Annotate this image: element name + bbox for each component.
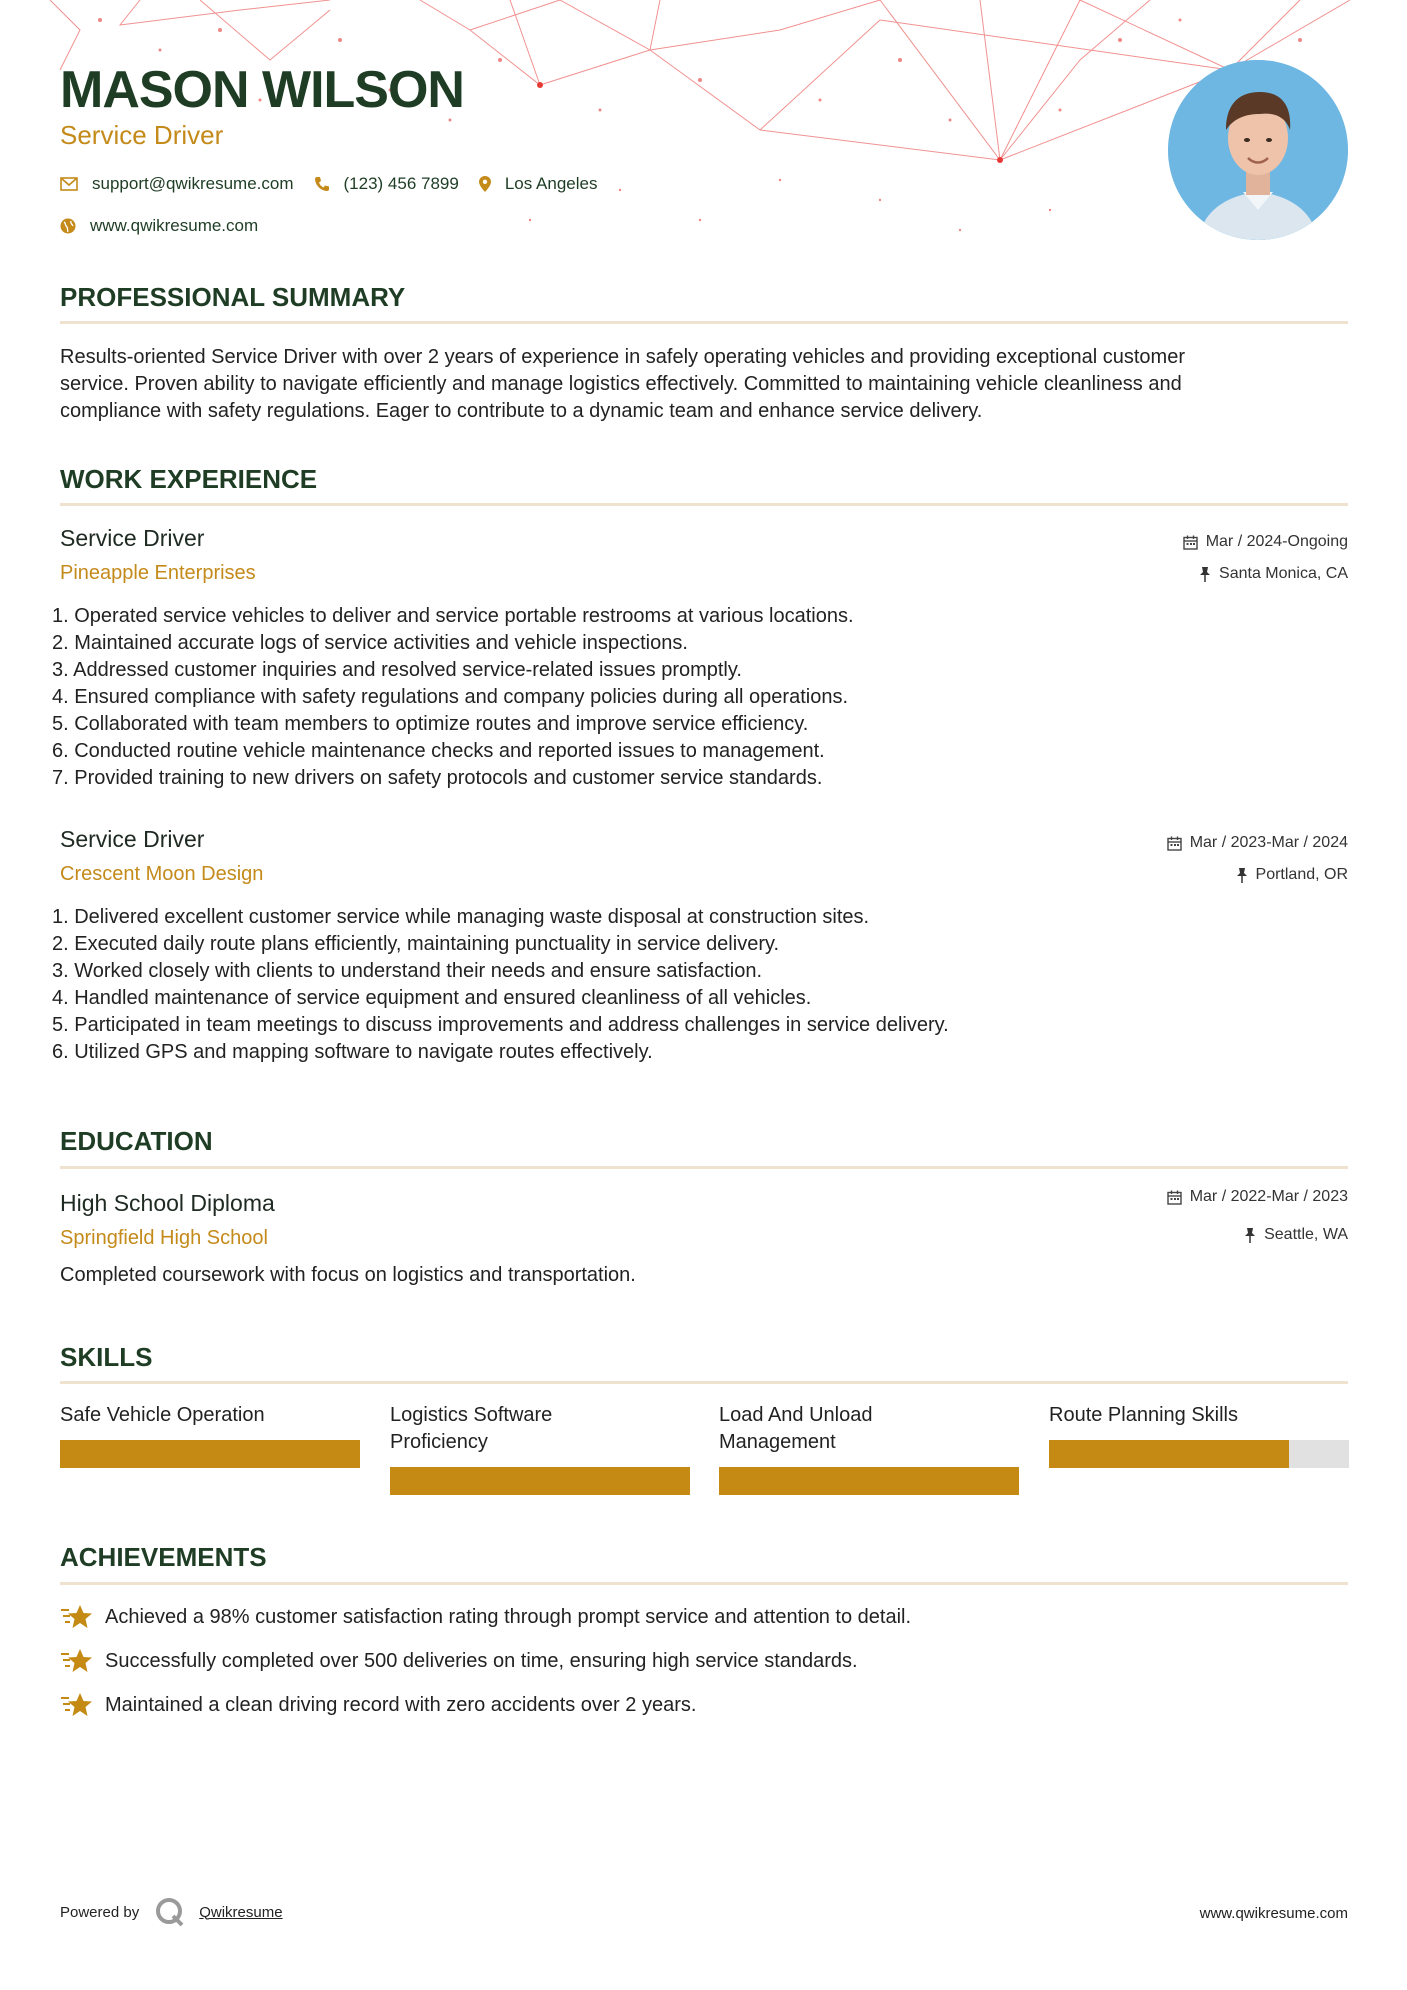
section-divider — [60, 1166, 1348, 1169]
list-item: 5. Participated in team meetings to discuss improvements and address challenges in service delivery. — [52, 1014, 949, 1036]
education-degree: High School Diploma — [60, 1190, 275, 1216]
skill-item — [390, 1402, 690, 1456]
job-title: Service Driver — [60, 826, 205, 852]
job-company: Pineapple Enterprises — [60, 562, 256, 584]
summary-line: Results-oriented Service Driver with over 2 years of experience in safely operating vehicles and providing exceptional customer — [60, 346, 1185, 368]
calendar-icon — [1167, 1190, 1182, 1205]
list-item: 1. Delivered excellent customer service while managing waste disposal at construction sites. — [52, 906, 870, 928]
skill-bar-fill — [60, 1440, 360, 1468]
achievement-text: Maintained a clean driving record with zero accidents over 2 years. — [105, 1693, 697, 1716]
website-text: www.qwikresume.com — [90, 216, 259, 235]
list-item: 1. Operated service vehicles to deliver and service portable restrooms at various locations. — [52, 605, 854, 627]
list-item: 3. Worked closely with clients to understand their needs and ensure satisfaction. — [52, 960, 763, 982]
network-node — [537, 82, 543, 88]
skill-item — [1049, 1402, 1349, 1429]
skill-label: Safe Vehicle Operation — [60, 1404, 265, 1426]
job-location-text: Santa Monica, CA — [1219, 565, 1348, 582]
list-item: 6. Conducted routine vehicle maintenance checks and reported issues to management. — [52, 740, 825, 762]
website-contact[interactable] — [60, 216, 258, 236]
section-title-experience: WORK EXPERIENCE — [60, 464, 318, 494]
avatar — [1168, 60, 1348, 240]
section-title-summary: PROFESSIONAL SUMMARY — [60, 282, 406, 312]
star-icon — [60, 1604, 93, 1630]
list-item: 7. Provided training to new drivers on safety protocols and customer service standards. — [52, 767, 823, 789]
powered-by-label: Powered by — [60, 1903, 140, 1921]
list-item: 2. Executed daily route plans efficiently, maintaining punctuality in service delivery. — [52, 933, 780, 955]
pushpin-icon — [1199, 567, 1211, 582]
star-icon — [60, 1648, 93, 1674]
candidate-name: MASON WILSON — [60, 61, 464, 119]
job-dates-text: Mar / 2023-Mar / 2024 — [1189, 834, 1348, 851]
job-title: Service Driver — [60, 525, 205, 551]
phone-text: (123) 456 7899 — [343, 174, 459, 193]
job-duties-list — [52, 603, 854, 792]
email-text: support@qwikresume.com — [92, 174, 294, 193]
skill-bar-fill — [1049, 1440, 1289, 1468]
job-location-text: Portland, OR — [1255, 866, 1348, 883]
phone-contact[interactable] — [314, 174, 459, 194]
skill-label: Route Planning Skills — [1049, 1404, 1238, 1426]
education-description: Completed coursework with focus on logistics and transportation. — [60, 1264, 636, 1286]
qwikresume-logo-icon — [155, 1897, 185, 1927]
skill-label: Management — [719, 1431, 836, 1453]
job-dates-text: Mar / 2024-Ongoing — [1205, 533, 1348, 550]
education-dates — [1167, 1188, 1348, 1206]
education-location — [1244, 1226, 1348, 1244]
education-dates-text: Mar / 2022-Mar / 2023 — [1189, 1188, 1348, 1205]
qwikresume-link[interactable]: Qwikresume — [199, 1903, 283, 1921]
skill-label: Logistics Software — [390, 1404, 553, 1426]
footer-website[interactable]: www.qwikresume.com — [1199, 1905, 1348, 1922]
skill-bar — [719, 1467, 1019, 1495]
footer-powered-by — [60, 1897, 283, 1927]
section-title-education: EDUCATION — [60, 1126, 213, 1156]
calendar-icon — [1183, 535, 1198, 550]
star-icon — [60, 1692, 93, 1718]
pushpin-icon — [1244, 1228, 1256, 1243]
calendar-icon — [1167, 836, 1182, 851]
network-node — [997, 157, 1003, 163]
list-item: 6. Utilized GPS and mapping software to navigate routes effectively. — [52, 1041, 653, 1063]
skill-bar — [60, 1440, 360, 1468]
skill-label: Proficiency — [390, 1431, 488, 1453]
job-company: Crescent Moon Design — [60, 863, 264, 885]
contact-row — [60, 216, 278, 236]
candidate-role: Service Driver — [60, 120, 224, 150]
skill-bar — [390, 1467, 690, 1495]
skill-bar-fill — [390, 1467, 690, 1495]
location-contact — [479, 174, 598, 194]
section-divider — [60, 1582, 1348, 1585]
map-pin-icon — [479, 176, 491, 192]
profile-photo — [1168, 60, 1348, 240]
achievement-text: Successfully completed over 500 deliveries on time, ensuring high service standards. — [105, 1649, 858, 1672]
summary-line: compliance with safety regulations. Eager to contribute to a dynamic team and enhance service delivery. — [60, 400, 983, 422]
section-title-achievements: ACHIEVEMENTS — [60, 1542, 267, 1572]
education-location-text: Seattle, WA — [1264, 1226, 1348, 1243]
summary-text — [60, 344, 1348, 425]
skill-bar-fill — [719, 1467, 1019, 1495]
education-school: Springfield High School — [60, 1227, 268, 1249]
list-item: 4. Ensured compliance with safety regulations and company policies during all operations. — [52, 686, 849, 708]
list-item: 5. Collaborated with team members to optimize routes and improve service efficiency. — [52, 713, 809, 735]
summary-line: service. Proven ability to navigate efficiently and manage logistics effectively. Committed to maintaining vehicle cleanliness and — [60, 373, 1182, 395]
achievement-item — [60, 1648, 858, 1674]
contact-row — [60, 174, 617, 194]
job-location — [1199, 565, 1348, 583]
achievement-item — [60, 1604, 911, 1630]
job-dates — [1183, 533, 1348, 551]
skill-bar — [1049, 1440, 1349, 1468]
location-text: Los Angeles — [504, 174, 598, 193]
phone-icon — [314, 176, 330, 192]
achievement-item — [60, 1692, 696, 1718]
job-dates — [1167, 834, 1348, 852]
globe-icon — [60, 218, 76, 234]
skill-item — [719, 1402, 1019, 1456]
achievement-text: Achieved a 98% customer satisfaction rating through prompt service and attention to detail. — [105, 1605, 912, 1628]
pushpin-icon — [1236, 868, 1248, 883]
section-title-skills: SKILLS — [60, 1342, 153, 1372]
section-divider — [60, 503, 1348, 506]
skill-label: Load And Unload — [719, 1404, 873, 1426]
job-duties-list — [52, 904, 949, 1066]
email-contact[interactable] — [60, 174, 294, 194]
section-divider — [60, 1381, 1348, 1384]
skill-item — [60, 1402, 360, 1429]
job-location — [1236, 866, 1348, 884]
list-item: 3. Addressed customer inquiries and resolved service-related issues promptly. — [52, 659, 742, 681]
section-divider — [60, 321, 1348, 324]
envelope-icon — [60, 177, 78, 191]
list-item: 2. Maintained accurate logs of service activities and vehicle inspections. — [52, 632, 688, 654]
list-item: 4. Handled maintenance of service equipment and ensured cleanliness of all vehicles. — [52, 987, 812, 1009]
